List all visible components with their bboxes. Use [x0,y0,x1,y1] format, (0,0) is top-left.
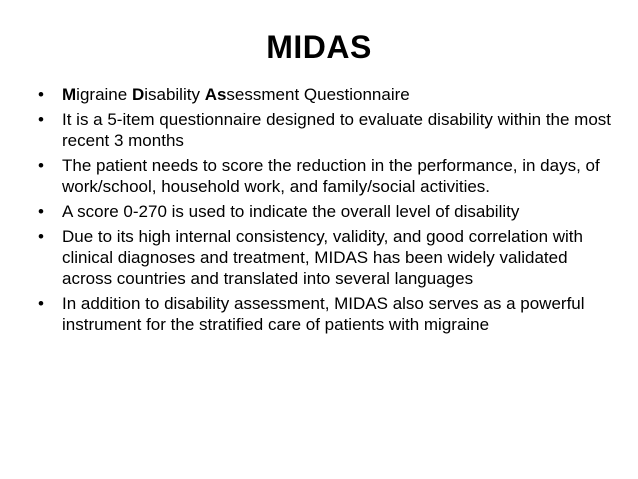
bullet-text: A score 0-270 is used to indicate the overall level of disability [62,202,520,221]
bullet-item-3 [38,155,618,197]
bullet-text: Due to its high internal consistency, validity, and good correlation with clinical diagnoses and treatment, MIDAS has been widely validated across countries and translated into several languages [62,227,583,288]
bullet-text-part: isability [144,85,205,104]
bullet-list [38,84,618,339]
acronym-letter-m: M [62,85,77,104]
bullet-text-part: sessment Questionnaire [226,85,410,104]
acronym-letters-as: As [204,85,227,104]
bullet-marker: • [38,227,44,246]
bullet-item-2 [38,109,618,151]
bullet-item-6 [38,293,618,335]
bullet-text: It is a 5-item questionnaire designed to evaluate disability within the most recent 3 months [62,110,612,150]
bullet-text: In addition to disability assessment, MIDAS also serves as a powerful instrument for the stratified care of patients with migraine [62,294,585,334]
bullet-marker: • [38,156,44,175]
acronym-letter-d: D [131,85,145,104]
slide-title: MIDAS [266,29,372,65]
bullet-marker: • [38,85,44,104]
bullet-item-5 [38,226,618,289]
bullet-marker: • [38,294,44,313]
bullet-text-part: igraine [76,85,132,104]
bullet-item-1 [38,84,618,105]
bullet-item-4 [38,201,618,222]
bullet-text: The patient needs to score the reduction in the performance, in days, of work/school, household work, and family/social activities. [62,156,600,196]
bullet-marker: • [38,202,44,221]
bullet-marker: • [38,110,44,129]
